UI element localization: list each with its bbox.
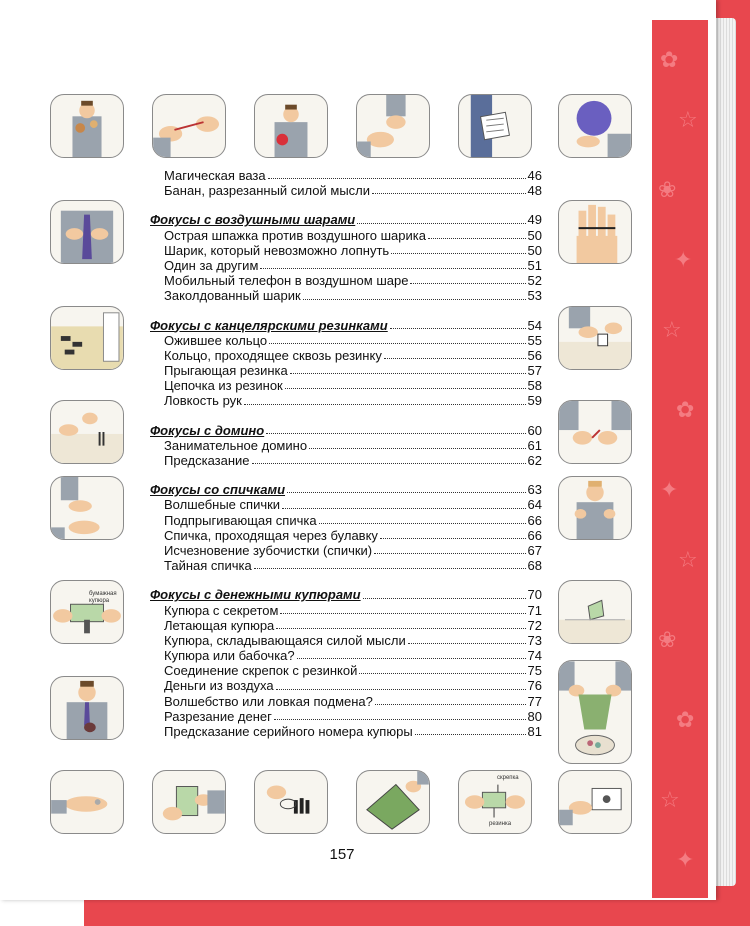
illustration-domino-grid [50, 306, 124, 370]
toc-page-number: 46 [527, 168, 542, 183]
toc-page-number: 70 [527, 587, 542, 603]
toc-title: Спичка, проходящая через булавку [164, 527, 378, 543]
toc-leader-dots [375, 704, 526, 705]
toc-item [150, 453, 542, 468]
toc-page-number: 57 [527, 363, 542, 379]
toc-title: Ожившее кольцо [164, 332, 268, 348]
toc-title: Подпрыгивающая спичка [164, 512, 317, 528]
toc-page-number: 48 [527, 183, 542, 199]
toc-title: Банан, разрезанный силой мысли [164, 183, 371, 199]
toc-item [150, 288, 542, 303]
illustration-hands-rubber-band [152, 94, 226, 158]
page-number: 157 [329, 846, 355, 863]
toc-leader-dots [287, 492, 526, 493]
toc-leader-dots [374, 553, 525, 554]
toc-item [150, 243, 542, 258]
toc-leader-dots [290, 373, 526, 374]
toc-title: Волшебство или ловкая подмена? [164, 693, 373, 709]
toc-page-number: 80 [527, 708, 542, 724]
toc-item [150, 258, 542, 273]
illustration-domino-card [458, 94, 532, 158]
toc-item [150, 543, 542, 558]
illustration-bill-fold [356, 770, 430, 834]
toc-leader-dots [244, 404, 526, 405]
toc-item [150, 348, 542, 363]
toc-page-number: 73 [527, 632, 542, 648]
toc-title: Магическая ваза [164, 168, 266, 183]
toc-item [150, 363, 542, 378]
toc-title: Предсказание [164, 453, 250, 468]
toc-page-number: 66 [527, 512, 542, 528]
toc-page-number: 64 [527, 497, 542, 513]
illustration-hand-rings [558, 200, 632, 264]
toc-page-number: 50 [527, 227, 542, 243]
toc-item [150, 438, 542, 453]
toc-item [150, 333, 542, 348]
toc-leader-dots [359, 673, 525, 674]
illustration-magician-balloon [254, 94, 328, 158]
toc-page-number: 67 [527, 542, 542, 558]
toc-item [150, 393, 542, 408]
toc-title: Купюра или бабочка? [164, 648, 295, 664]
toc-item [150, 694, 542, 709]
toc-title: Купюра с секретом [164, 602, 279, 618]
toc-title: Летающая купюра [164, 617, 275, 633]
toc-page-number: 51 [527, 257, 542, 273]
toc-title: Занимательное домино [164, 437, 308, 453]
toc-page-number: 49 [527, 212, 542, 228]
toc-item [150, 709, 542, 724]
toc-title: Фокусы с канцелярскими резинками [150, 317, 388, 333]
illustration-clip-band [458, 770, 532, 834]
toc-section [150, 212, 542, 227]
toc-gap [150, 409, 542, 423]
toc-item [150, 648, 542, 663]
toc-leader-dots [391, 253, 525, 254]
toc-leader-dots [280, 613, 525, 614]
label-bill: бумажная купюра [89, 591, 117, 604]
toc-leader-dots [390, 328, 526, 329]
toc-leader-dots [254, 568, 526, 569]
toc-item [150, 528, 542, 543]
toc-page-number: 62 [527, 453, 542, 468]
toc-item [150, 183, 542, 198]
toc-leader-dots [285, 388, 526, 389]
toc-item [150, 513, 542, 528]
illustration-bill-hands [50, 580, 124, 644]
toc-leader-dots [266, 433, 525, 434]
toc-title: Кольцо, проходящее сквозь резинку [164, 347, 382, 363]
toc-title: Прыгающая резинка [164, 363, 288, 379]
toc-section [150, 587, 542, 602]
toc-leader-dots [276, 628, 525, 629]
illustration-envelope-trick [558, 770, 632, 834]
toc-item [150, 558, 542, 573]
toc-page-number: 56 [527, 347, 542, 363]
toc-page-number: 52 [527, 273, 542, 289]
toc-page-number: 76 [527, 678, 542, 694]
illustration-hands-trick [356, 94, 430, 158]
toc-title: Шарик, который невозможно лопнуть [164, 242, 390, 258]
toc-title: Разрезание денег [164, 708, 272, 724]
toc-title: Острая шпажка против воздушного шарика [164, 227, 426, 243]
toc-title: Деньги из воздуха [164, 678, 274, 694]
toc-page-number: 74 [527, 648, 542, 664]
toc-page-number: 81 [527, 724, 542, 739]
illustration-pins-table [50, 400, 124, 464]
toc-section [150, 318, 542, 333]
toc-title: Мобильный телефон в воздушном шаре [164, 273, 409, 289]
toc-page-number: 75 [527, 663, 542, 679]
toc-page-number: 63 [527, 482, 542, 498]
illustration-hand-coin [50, 770, 124, 834]
toc-title: Тайная спичка [164, 558, 252, 574]
illustration-hands-match [50, 476, 124, 540]
toc-gap [150, 468, 542, 482]
toc-leader-dots [269, 343, 525, 344]
toc-leader-dots [363, 598, 526, 599]
toc-leader-dots [372, 193, 526, 194]
illustration-folded-bill [558, 580, 632, 644]
toc-page-number: 50 [527, 242, 542, 258]
toc-leader-dots [276, 689, 526, 690]
toc-item [150, 497, 542, 512]
toc-title: Исчезновение зубочистки (спички) [164, 542, 373, 558]
illustration-domino-hands [558, 306, 632, 370]
toc-leader-dots [303, 299, 526, 300]
illustration-clips [254, 770, 328, 834]
toc-page-number: 54 [527, 317, 542, 333]
label-clip: скрепка [497, 775, 519, 781]
toc-item [150, 663, 542, 678]
toc-leader-dots [309, 448, 525, 449]
toc-item [150, 378, 542, 393]
toc-leader-dots [357, 223, 525, 224]
toc-leader-dots [384, 358, 526, 359]
toc-item [150, 618, 542, 633]
toc-item [150, 168, 542, 183]
toc-item [150, 724, 542, 739]
toc-leader-dots [415, 734, 526, 735]
toc-leader-dots [408, 643, 526, 644]
toc-leader-dots [274, 719, 526, 720]
toc-title: Цепочка из резинок [164, 378, 283, 394]
toc-item [150, 228, 542, 243]
toc-item [150, 273, 542, 288]
toc-gap [150, 304, 542, 318]
label-rubber-band: резинка [489, 821, 512, 827]
toc-leader-dots [282, 508, 525, 509]
toc-leader-dots [380, 538, 526, 539]
toc-leader-dots [410, 283, 525, 284]
toc-item [150, 603, 542, 618]
toc-page-number: 68 [527, 558, 542, 574]
toc-title: Фокусы со спичками [150, 482, 286, 498]
illustration-bag-trick [558, 660, 632, 764]
toc-title: Предсказание серийного номера купюры [164, 724, 413, 739]
toc-page-number: 77 [527, 693, 542, 709]
toc-title: Заколдованный шарик [164, 288, 301, 304]
toc-leader-dots [268, 178, 526, 179]
toc-leader-dots [428, 238, 526, 239]
decorative-margin: ✿ ☆ ❀ ✦ ☆ ✿ ✦ ☆ ❀ ✿ ☆ ✦ [652, 20, 708, 898]
table-of-contents [150, 168, 542, 739]
toc-page-number: 71 [527, 602, 542, 618]
toc-section [150, 482, 542, 497]
toc-title: Ловкость рук [164, 393, 242, 409]
toc-title: Соединение скрепок с резинкой [164, 663, 358, 679]
toc-title: Фокусы с домино [150, 422, 265, 438]
toc-gap [150, 573, 542, 587]
toc-page-number: 55 [527, 332, 542, 348]
illustration-magician-tie [50, 200, 124, 264]
toc-page-number: 61 [527, 437, 542, 453]
toc-gap [150, 198, 542, 212]
illustration-hands-matches [558, 400, 632, 464]
toc-page-number: 58 [527, 378, 542, 394]
toc-page-number: 53 [527, 288, 542, 304]
toc-title: Один за другим [164, 257, 259, 273]
toc-leader-dots [252, 463, 526, 464]
illustration-purple-balloon [558, 94, 632, 158]
toc-leader-dots [297, 658, 526, 659]
toc-item [150, 678, 542, 693]
illustration-magician-juggling [50, 94, 124, 158]
toc-title: Фокусы с воздушными шарами [150, 212, 356, 228]
illustration-magician-bill [50, 676, 124, 740]
toc-page-number: 66 [527, 527, 542, 543]
illustration-bill-flip [152, 770, 226, 834]
toc-title: Фокусы с денежными купюрами [150, 587, 361, 603]
toc-page-number: 59 [527, 393, 542, 409]
toc-title: Купюра, складывающаяся силой мысли [164, 632, 406, 648]
illustration-magician-matches [558, 476, 632, 540]
toc-item [150, 633, 542, 648]
toc-page-number: 72 [527, 617, 542, 633]
toc-leader-dots [260, 268, 525, 269]
toc-section [150, 423, 542, 438]
toc-leader-dots [319, 523, 526, 524]
toc-page-number: 60 [527, 422, 542, 438]
toc-title: Волшебные спички [164, 497, 281, 513]
